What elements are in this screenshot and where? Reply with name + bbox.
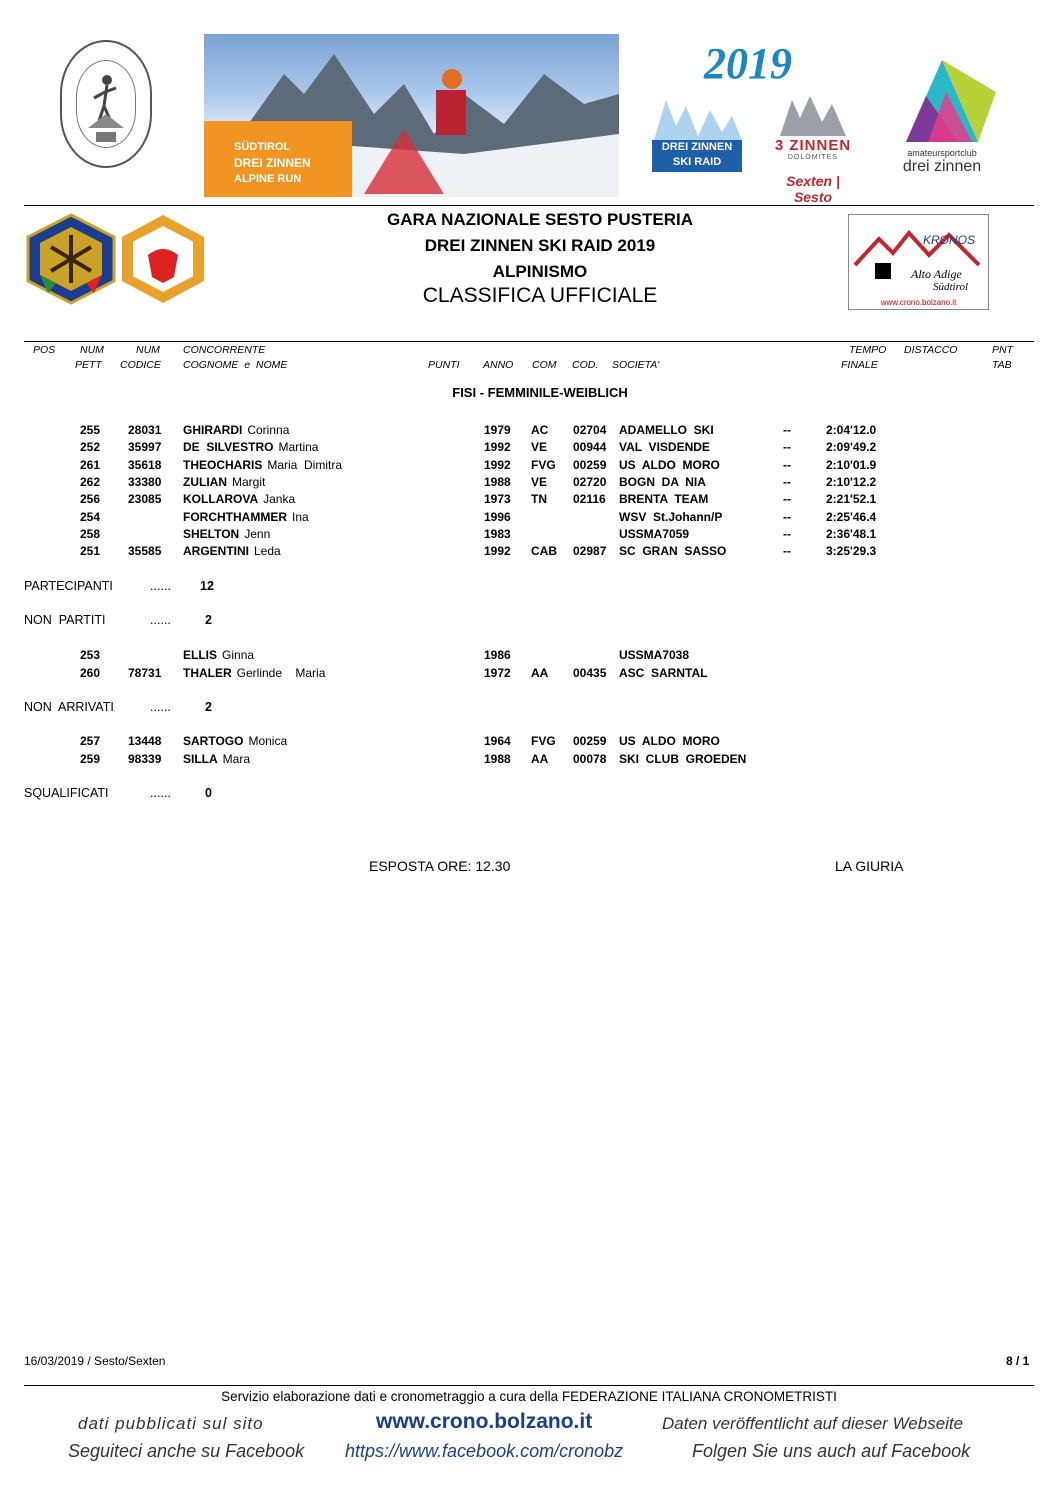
non-arrivati-label: NON ARRIVATI xyxy=(24,700,114,714)
kronos-sudtirol: Südtirol xyxy=(933,281,969,293)
surname-cell xyxy=(183,458,342,472)
anno-cell: 1992 xyxy=(484,457,511,472)
alpine-run-badge xyxy=(204,121,352,197)
footer-facebook-link[interactable]: https://www.facebook.com/cronobz xyxy=(345,1441,624,1461)
surname-text: ARGENTINI xyxy=(183,544,249,559)
com-cell: FVG xyxy=(531,734,556,748)
given-name-text: Jenn xyxy=(244,526,271,541)
surname-cell xyxy=(183,440,318,454)
cod-cell: 02720 xyxy=(573,474,607,489)
mark-cell: -- xyxy=(783,457,791,472)
non-partiti-label: NON PARTITI xyxy=(24,613,106,627)
mark-cell: -- xyxy=(783,440,791,455)
non-partiti-dots: ...... xyxy=(150,613,171,627)
given-name-text: Janka xyxy=(263,492,296,507)
pett-cell: 262 xyxy=(80,474,101,489)
com-cell: AA xyxy=(531,751,549,766)
col-societa: SOCIETA' xyxy=(612,359,660,371)
com-cell: VE xyxy=(531,474,548,489)
codice-cell: 23085 xyxy=(128,492,162,507)
col-concorrente: CONCORRENTE xyxy=(183,344,266,356)
header-divider xyxy=(24,341,1034,342)
given-name-text: Mara xyxy=(222,751,251,766)
societa-cell: SC GRAN SASSO xyxy=(619,544,727,559)
given-name-text: Corinna xyxy=(247,423,290,437)
societa-cell: BRENTA TEAM xyxy=(619,492,709,507)
codice-cell: 35585 xyxy=(128,544,162,559)
surname-cell xyxy=(183,527,270,541)
tre-cime-text: 3 ZINNEN xyxy=(774,137,852,154)
tempo-cell: 2:10'01.9 xyxy=(826,457,877,472)
surname-text: ZULIAN xyxy=(183,474,227,489)
surname-cell xyxy=(183,510,309,524)
surname-cell xyxy=(183,475,265,489)
surname-cell xyxy=(183,648,254,662)
com-cell: AA xyxy=(531,665,549,680)
footer-fb-it: Seguiteci anche su Facebook xyxy=(68,1441,305,1461)
event-name: GARA NAZIONALE SESTO PUSTERIA xyxy=(386,210,694,229)
tempo-cell: 2:09'49.2 xyxy=(826,440,877,455)
tempo-cell: 2:10'12.2 xyxy=(826,474,877,489)
col-punti: PUNTI xyxy=(428,359,460,371)
col-pos: POS xyxy=(33,344,56,356)
anno-cell: 1979 xyxy=(484,423,511,437)
mark-cell: -- xyxy=(783,526,791,541)
mark-cell: -- xyxy=(783,509,791,524)
anno-cell: 1964 xyxy=(484,734,511,748)
cod-cell: 02987 xyxy=(573,544,607,559)
societa-cell: US ALDO MORO xyxy=(619,457,720,472)
footer-site-link[interactable]: www.crono.bolzano.it xyxy=(376,1410,593,1433)
la-giuria: LA GIURIA xyxy=(835,858,904,874)
eagle-shield-icon xyxy=(120,213,206,305)
col-finale: FINALE xyxy=(841,359,878,371)
event-title: DREI ZINNEN SKI RAID 2019 xyxy=(424,236,656,255)
tre-cime-sub: DOLOMITES xyxy=(787,154,839,161)
tempo-cell: 2:04'12.0 xyxy=(826,423,877,437)
col-pett: PETT xyxy=(75,359,102,371)
col-com: COM xyxy=(532,359,557,371)
pett-cell: 252 xyxy=(80,440,101,455)
codice-cell: 28031 xyxy=(128,423,162,437)
anno-cell: 1983 xyxy=(484,526,511,541)
codice-cell: 78731 xyxy=(128,665,162,680)
badge-line-3: ALPINE RUN xyxy=(234,173,302,185)
col-tempo: TEMPO xyxy=(849,344,887,356)
given-name-text: Ina xyxy=(292,509,309,524)
badge-line-2: DREI ZINNEN xyxy=(234,156,311,170)
surname-cell xyxy=(183,752,250,766)
mark-cell: -- xyxy=(783,492,791,507)
badge-line-1: SÜDTIROL xyxy=(234,141,291,153)
societa-cell: ADAMELLO SKI xyxy=(619,423,714,437)
kronos-url: www.crono.bolzano.it xyxy=(880,298,957,307)
kronos-alto-adige: Alto Adige xyxy=(911,267,962,281)
kronos-logo xyxy=(848,214,989,310)
cod-cell: 00078 xyxy=(573,751,607,766)
pett-cell: 261 xyxy=(80,457,101,472)
squalificati-dots: ...... xyxy=(150,786,171,800)
cod-cell: 02116 xyxy=(573,492,606,507)
com-cell: CAB xyxy=(531,544,557,559)
non-arrivati-count: 2 xyxy=(205,700,212,714)
sexten-text: Sexten | Sesto xyxy=(786,173,840,205)
com-cell: AC xyxy=(531,423,549,437)
col-cod: COD. xyxy=(572,359,599,371)
given-name-text: Ginna xyxy=(222,648,255,662)
com-cell: VE xyxy=(531,440,548,455)
snowflake-shield-icon xyxy=(26,213,116,305)
given-name-text: Martina xyxy=(278,440,319,455)
tempo-cell: 2:21'52.1 xyxy=(826,492,877,507)
societa-cell: ASC SARNTAL xyxy=(619,665,708,680)
surname-text: THEOCHARIS xyxy=(183,457,263,472)
surname-cell xyxy=(183,423,289,437)
cod-cell: 02704 xyxy=(573,423,607,437)
mark-cell: -- xyxy=(783,474,791,489)
year-logo: 2019 xyxy=(704,39,792,88)
tempo-cell: 3:25'29.3 xyxy=(826,544,877,559)
surname-cell xyxy=(183,666,325,680)
given-name-text: Monica xyxy=(248,734,288,748)
societa-cell: SKI CLUB GROEDEN xyxy=(619,751,747,766)
codice-cell: 13448 xyxy=(128,734,162,748)
three-peaks-icon xyxy=(766,96,860,136)
mark-cell: -- xyxy=(783,544,791,559)
surname-text: SHELTON xyxy=(183,526,240,541)
anno-cell: 1992 xyxy=(484,440,511,455)
footer-service: Servizio elaborazione dati e cronometraggio a cura della FEDERAZIONE ITALIANA CRONOMETRISTI xyxy=(221,1389,837,1404)
non-arrivati-dots: ...... xyxy=(150,700,171,714)
surname-text: FORCHTHAMMER xyxy=(183,509,287,524)
pett-cell: 256 xyxy=(80,492,101,507)
partecipanti-label: PARTECIPANTI xyxy=(24,579,113,593)
kronos-text: KRONOS xyxy=(923,233,976,247)
codice-cell: 33380 xyxy=(128,474,162,489)
pett-cell: 253 xyxy=(80,648,101,662)
surname-text: SILLA xyxy=(183,751,218,766)
surname-text: DE SILVESTRO xyxy=(183,440,274,455)
codice-cell: 35618 xyxy=(128,457,162,472)
pett-cell: 254 xyxy=(80,509,101,524)
cai-sexten-seal-logo xyxy=(60,40,152,168)
peaks-icon xyxy=(652,96,744,142)
fisi-alto-adige-logo xyxy=(120,213,206,305)
partecipanti-count: 12 xyxy=(200,579,214,593)
footer-pub-de: Daten veröffentlicht auf dieser Webseite xyxy=(662,1414,964,1433)
pett-cell: 251 xyxy=(80,544,101,559)
alpine-run-banner xyxy=(204,34,619,197)
given-name-text: Leda xyxy=(254,544,281,559)
given-name-text: Gerlinde Maria xyxy=(236,665,326,680)
pett-cell: 259 xyxy=(80,751,101,766)
given-name-text: Margit xyxy=(232,474,266,489)
surname-text: GHIRARDI xyxy=(183,423,243,437)
footer-fb-de: Folgen Sie uns auch auf Facebook xyxy=(692,1441,971,1461)
col-tab: TAB xyxy=(992,359,1012,371)
tempo-cell: 2:25'46.4 xyxy=(826,509,877,524)
fisi-logo xyxy=(26,213,116,305)
anno-cell: 1996 xyxy=(484,509,511,524)
top-divider xyxy=(24,205,1034,206)
codice-cell: 35997 xyxy=(128,440,162,455)
given-name-text: Maria Dimitra xyxy=(267,457,343,472)
col-pnt: PNT xyxy=(992,344,1013,356)
societa-cell: WSV St.Johann/P xyxy=(619,509,723,524)
squalificati-label: SQUALIFICATI xyxy=(24,786,109,800)
anno-cell: 1986 xyxy=(484,648,511,662)
societa-cell: BOGN DA NIA xyxy=(619,474,706,489)
surname-cell xyxy=(183,492,295,506)
col-distacco: DISTACCO xyxy=(904,344,958,356)
societa-cell: US ALDO MORO xyxy=(619,734,720,748)
footer-divider xyxy=(24,1385,1034,1386)
societa-cell: USSMA7059 xyxy=(619,526,690,541)
footer-page: 8 / 1 xyxy=(1006,1354,1030,1368)
pett-cell: 255 xyxy=(80,423,101,437)
ski-raid-line-2: SKI RAID xyxy=(672,156,722,168)
ski-raid-logo xyxy=(652,96,744,176)
tre-cime-logo xyxy=(766,96,860,205)
ski-raid-line-1: DREI ZINNEN xyxy=(661,141,733,153)
com-cell: FVG xyxy=(531,457,556,472)
pett-cell: 260 xyxy=(80,665,101,680)
club-line-1: amateursportclub xyxy=(907,148,977,158)
anno-cell: 1988 xyxy=(484,751,511,766)
cod-cell: 00259 xyxy=(573,734,607,748)
discipline: ALPINISMO xyxy=(492,262,588,281)
surname-text: ELLIS xyxy=(183,648,218,662)
surname-cell xyxy=(183,544,281,558)
doc-type: CLASSIFICA UFFICIALE xyxy=(422,284,658,307)
partecipanti-dots: ...... xyxy=(150,579,171,593)
non-partiti-count: 2 xyxy=(205,613,212,627)
col-num2: NUM xyxy=(136,344,160,356)
footer-date-place: 16/03/2019 / Sesto/Sexten xyxy=(24,1354,166,1368)
col-anno: ANNO xyxy=(483,359,514,371)
amateursportclub-logo xyxy=(886,52,998,177)
pett-cell: 258 xyxy=(80,526,101,541)
anno-cell: 1992 xyxy=(484,544,511,559)
surname-text: THALER xyxy=(183,665,232,680)
com-cell: TN xyxy=(531,492,547,507)
climber-icon xyxy=(80,66,132,146)
surname-text: SARTOGO xyxy=(183,734,244,748)
anno-cell: 1988 xyxy=(484,474,511,489)
squalificati-count: 0 xyxy=(205,786,212,800)
club-line-2: drei zinnen xyxy=(902,158,982,175)
anno-cell: 1972 xyxy=(484,665,511,680)
triangles-icon xyxy=(886,52,998,144)
col-num: NUM xyxy=(80,344,104,356)
mark-cell: -- xyxy=(783,423,791,437)
societa-cell: USSMA7038 xyxy=(619,648,690,662)
col-codice: CODICE xyxy=(120,359,161,371)
pett-cell: 257 xyxy=(80,734,101,748)
anno-cell: 1973 xyxy=(484,492,511,507)
tempo-cell: 2:36'48.1 xyxy=(826,526,877,541)
cod-cell: 00259 xyxy=(573,457,607,472)
codice-cell: 98339 xyxy=(128,751,162,766)
col-cognome-nome: COGNOME e NOME xyxy=(183,359,288,371)
category-title: FISI - FEMMINILE-WEIBLICH xyxy=(452,385,628,400)
surname-text: KOLLAROVA xyxy=(183,492,259,507)
surname-cell xyxy=(183,734,287,748)
footer-pub-it: dati pubblicati sul sito xyxy=(78,1414,264,1433)
esposta-ore: ESPOSTA ORE: 12.30 xyxy=(369,858,511,874)
cod-cell: 00944 xyxy=(573,440,607,455)
societa-cell: VAL VISDENDE xyxy=(619,440,710,455)
cod-cell: 00435 xyxy=(573,665,607,680)
